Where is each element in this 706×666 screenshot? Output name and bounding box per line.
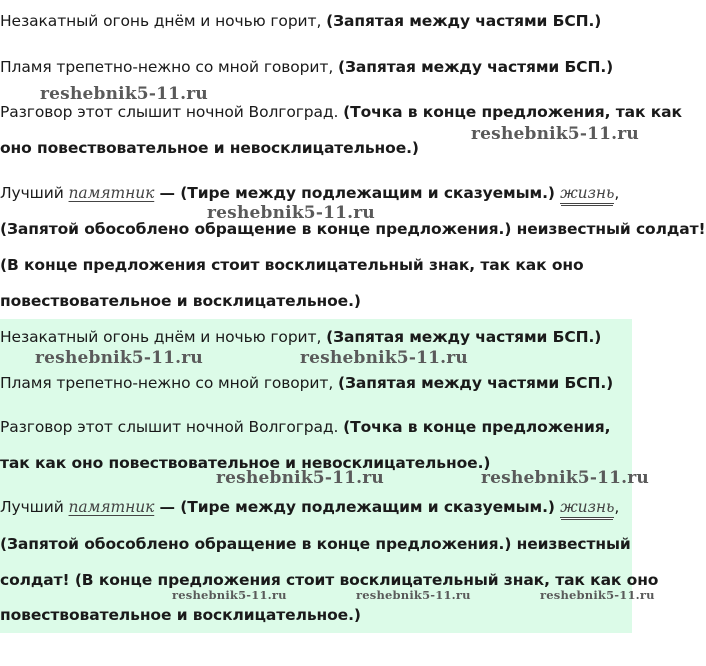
- bottom-line-3: Разговор этот слышит ночной Волгоград. (Точка в конце предложения,: [0, 418, 611, 436]
- watermark: reshebnik5-11.ru: [356, 588, 471, 602]
- punctuation-note: (Запятая между частями БСП.): [326, 328, 602, 346]
- watermark: reshebnik5-11.ru: [216, 468, 384, 488]
- top-line-6: (Запятой обособлено обращение в конце предложения.) неизвестный солдат!: [0, 220, 706, 238]
- bottom-line-6: (Запятой обособлено обращение в конце предложения.) неизвестный: [0, 535, 631, 553]
- punctuation-note: (Запятая между частями БСП.): [326, 12, 602, 30]
- top-line-3: Разговор этот слышит ночной Волгоград. (Точка в конце предложения, так как: [0, 103, 682, 121]
- bottom-line-2: Пламя трепетно-нежно со мной говорит, (Запятая между частями БСП.): [0, 374, 614, 392]
- top-line-4: оно повествовательное и невосклицательное.): [0, 139, 419, 157]
- watermark: reshebnik5-11.ru: [540, 588, 655, 602]
- watermark: reshebnik5-11.ru: [481, 468, 649, 488]
- punctuation-note: (Точка в конце предложения, так как: [343, 103, 682, 121]
- bottom-line-8: повествовательное и восклицательное.): [0, 606, 361, 624]
- bottom-line-7: солдат! (В конце предложения стоит восклицательный знак, так как оно: [0, 571, 659, 589]
- punctuation-note: (Запятой обособлено обращение в конце предложения.): [0, 535, 512, 553]
- punctuation-note: (Запятая между частями БСП.): [337, 58, 614, 76]
- watermark: reshebnik5-11.ru: [172, 588, 287, 602]
- punctuation-note: (Тире между подлежащим и сказуемым.): [180, 184, 561, 202]
- punctuation-note: (В конце предложения стоит восклицательный знак, так как оно: [74, 571, 659, 589]
- top-line-2: Пламя трепетно-нежно со мной говорит, (Запятая между частями БСП.): [0, 58, 614, 76]
- watermark: reshebnik5-11.ru: [207, 203, 375, 223]
- watermark: reshebnik5-11.ru: [471, 124, 639, 144]
- bottom-line-1: Незакатный огонь днём и ночью горит, (Запятая между частями БСП.): [0, 328, 602, 346]
- bottom-line-5: Лучший памятник — (Тире между подлежащим и сказуемым.) жизнь,: [0, 498, 620, 516]
- watermark: reshebnik5-11.ru: [35, 348, 203, 368]
- watermark: reshebnik5-11.ru: [40, 84, 208, 104]
- punctuation-note: (Тире между подлежащим и сказуемым.): [180, 498, 561, 516]
- punctuation-note: (Точка в конце предложения,: [343, 418, 611, 436]
- top-line-8: повествовательное и восклицательное.): [0, 292, 361, 310]
- subject-word: памятник: [68, 184, 155, 202]
- punctuation-note: (Запятой обособлено обращение в конце предложения.): [0, 220, 512, 238]
- predicate-word: жизнь: [560, 184, 615, 202]
- top-line-1: Незакатный огонь днём и ночью горит, (Запятая между частями БСП.): [0, 12, 602, 30]
- punctuation-note: (Запятая между частями БСП.): [337, 374, 614, 392]
- subject-word: памятник: [68, 498, 155, 516]
- top-line-7: (В конце предложения стоит восклицательный знак, так как оно: [0, 256, 584, 274]
- bottom-line-4: так как оно повествовательное и невосклицательное.): [0, 454, 491, 472]
- watermark: reshebnik5-11.ru: [300, 348, 468, 368]
- top-line-5: Лучший памятник — (Тире между подлежащим и сказуемым.) жизнь,: [0, 184, 620, 202]
- predicate-word: жизнь: [560, 498, 615, 516]
